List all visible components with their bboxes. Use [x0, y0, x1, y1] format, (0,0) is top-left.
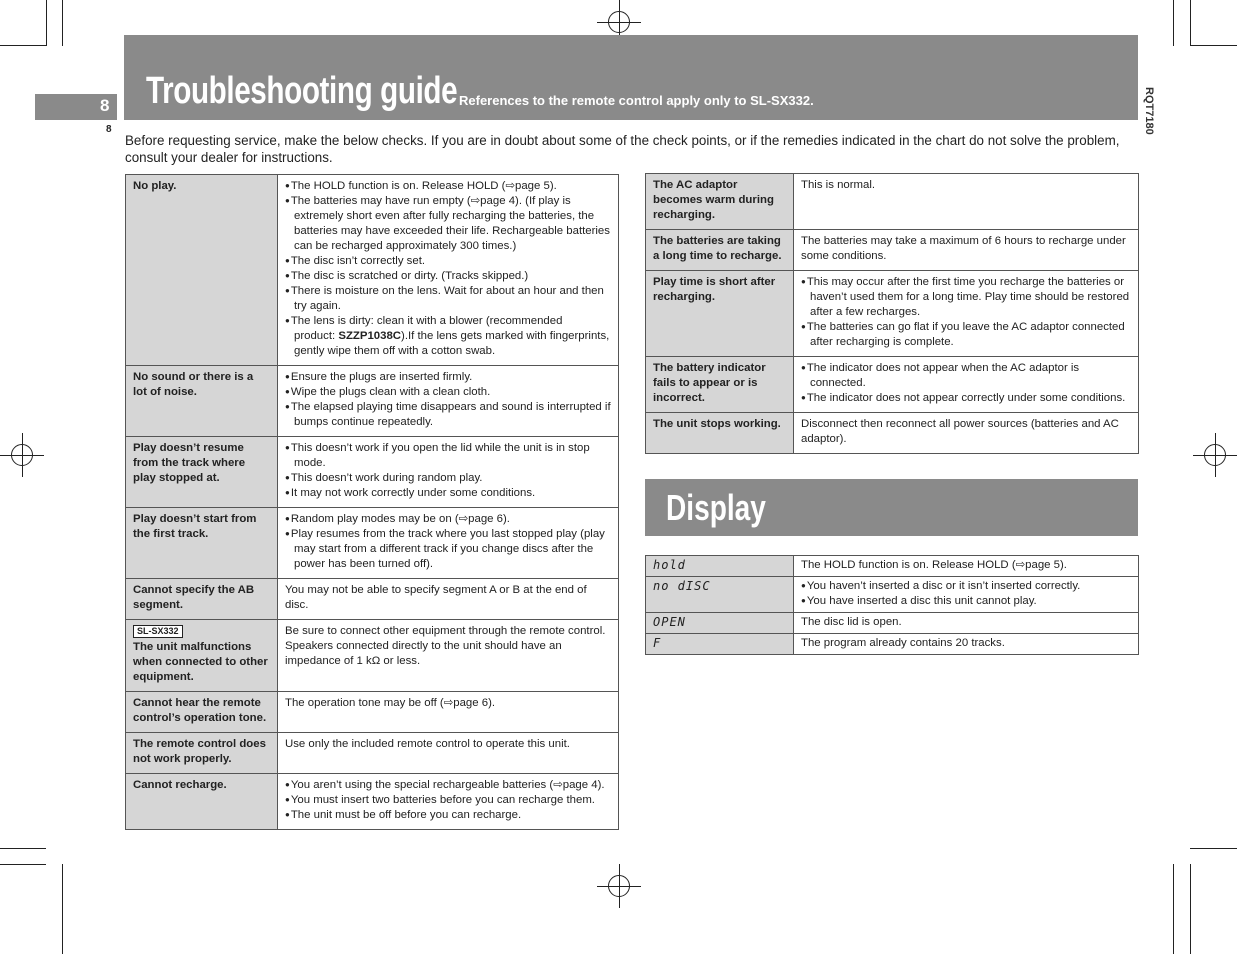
remedy-item: ● The disc isn’t correctly set.: [285, 254, 611, 269]
symptom-cell: Play doesn’t start from the first track.: [126, 508, 278, 579]
remedy-cell: Disconnect then reconnect all power sources (batteries and AC adaptor).: [794, 413, 1139, 454]
table-row: [126, 579, 619, 620]
symptom-cell: The batteries are taking a long time to recharge.: [646, 230, 794, 271]
meaning-cell: The program already contains 20 tracks.: [794, 634, 1139, 655]
crop-mark: [0, 848, 46, 849]
table-row: [646, 174, 1139, 230]
symptom-cell: Cannot recharge.: [126, 774, 278, 830]
registration-mark: [0, 433, 44, 477]
remedy-cell: [794, 357, 1139, 413]
remedy-text: The lens is dirty: clean it with a blower (recommended product:: [290, 315, 563, 342]
meaning-item: ● You have inserted a disc this unit cannot play.: [801, 594, 1131, 609]
symptom-cell: Cannot specify the AB segment.: [126, 579, 278, 620]
crop-mark: [1190, 848, 1237, 849]
symptom-cell: [126, 620, 278, 692]
symptom-text: The unit malfunctions when connected to other equipment.: [133, 641, 268, 683]
table-row: [646, 613, 1139, 634]
remedy-item: ● The unit must be off before you can recharge.: [285, 808, 611, 823]
meaning-item: ● You haven’t inserted a disc or it isn’t inserted correctly.: [801, 579, 1131, 594]
registration-mark: [1193, 433, 1237, 477]
intro-text: Before requesting service, make the below checks. If you are in doubt about some of the check points, or if the remedies indicated in the chart do not solve the problem, consult your dealer for instructions.: [125, 133, 1120, 165]
page-number: 8: [100, 96, 110, 115]
remedy-item: ● Wipe the plugs clean with a clean cloth.: [285, 385, 611, 400]
model-badge: SL-SX332: [133, 625, 183, 638]
symptom-cell: No play.: [126, 175, 278, 366]
remedy-cell: This is normal.: [794, 174, 1139, 230]
remedy-item: ● This doesn’t work during random play.: [285, 471, 611, 486]
remedy-cell: [794, 271, 1139, 357]
remedy-item: ● Random play modes may be on (⇨page 6).: [285, 512, 611, 527]
remedy-item: ● You must insert two batteries before you can recharge them.: [285, 793, 611, 808]
remedy-item: ● This may occur after the first time you recharge the batteries or haven’t used them for a long time. Play time should be restored after a few recharges.: [801, 275, 1131, 320]
remedy-item: ● There is moisture on the lens. Wait for about an hour and then try again.: [285, 284, 611, 314]
table-row: [126, 733, 619, 774]
remedy-cell: Be sure to connect other equipment through the remote control. Speakers connected directly to the unit should have an impedance of 1 kΩ or less.: [278, 620, 619, 692]
remedy-cell: [278, 774, 619, 830]
crop-mark: [1190, 0, 1191, 46]
table-row: [126, 692, 619, 733]
display-section-title: Display: [666, 487, 766, 528]
troubleshooting-table-left: [125, 174, 619, 830]
crop-mark: [1173, 864, 1174, 954]
remedy-item: ● The batteries may have run empty (⇨page 4). (If play is extremely short even after fully recharging the batteries, the batteries may have exceeded their life. Rechargeable batteries can be recharged approximately 300 times.): [285, 194, 611, 254]
meaning-cell: [794, 577, 1139, 613]
symptom-cell: The AC adaptor becomes warm during recharging.: [646, 174, 794, 230]
crop-mark: [62, 0, 63, 46]
table-row: [126, 508, 619, 579]
crop-mark: [1173, 0, 1174, 46]
remedy-cell: [278, 366, 619, 437]
table-row: [126, 774, 619, 830]
remedy-cell: You may not be able to specify segment A or B at the end of disc.: [278, 579, 619, 620]
display-indicator: hold: [646, 556, 794, 577]
remedy-item: ● The elapsed playing time disappears and sound is interrupted if bumps continue repeatedly.: [285, 400, 611, 430]
display-indicator: OPEN: [646, 613, 794, 634]
table-row: [646, 634, 1139, 655]
remedy-cell: The batteries may take a maximum of 6 hours to recharge under some conditions.: [794, 230, 1139, 271]
remedy-item: ● You aren’t using the special rechargeable batteries (⇨page 4).: [285, 778, 611, 793]
meaning-cell: The HOLD function is on. Release HOLD (⇨page 5).: [794, 556, 1139, 577]
remedy-cell: [278, 175, 619, 366]
crop-mark: [1190, 45, 1237, 46]
table-row: [126, 366, 619, 437]
symptom-cell: Play doesn’t resume from the track where play stopped at.: [126, 437, 278, 508]
symptom-cell: No sound or there is a lot of noise.: [126, 366, 278, 437]
crop-mark: [0, 45, 46, 46]
table-row: [646, 556, 1139, 577]
crop-mark: [1190, 864, 1191, 954]
remedy-cell: The operation tone may be off (⇨page 6).: [278, 692, 619, 733]
page-number-small: 8: [106, 124, 112, 135]
symptom-cell: Play time is short after recharging.: [646, 271, 794, 357]
remedy-item: ● Ensure the plugs are inserted firmly.: [285, 370, 611, 385]
display-indicator: no dISC: [646, 577, 794, 613]
crop-mark: [62, 864, 63, 954]
table-row: [646, 357, 1139, 413]
symptom-cell: The battery indicator fails to appear or is incorrect.: [646, 357, 794, 413]
remedy-cell: [278, 508, 619, 579]
table-row: [646, 271, 1139, 357]
remedy-item: ● It may not work correctly under some conditions.: [285, 486, 611, 501]
remedy-item: ● The disc is scratched or dirty. (Tracks skipped.): [285, 269, 611, 284]
remedy-item: ● The HOLD function is on. Release HOLD (⇨page 5).: [285, 179, 611, 194]
symptom-cell: The remote control does not work properly.: [126, 733, 278, 774]
table-row: [646, 413, 1139, 454]
symptom-cell: The unit stops working.: [646, 413, 794, 454]
remedy-text: ).If the lens gets marked with fingerprints, gently wipe them off with a cotton swab.: [294, 330, 610, 357]
page-subtitle: References to the remote control apply only to SL-SX332.: [459, 93, 814, 108]
table-row: [126, 620, 619, 692]
table-row: [646, 577, 1139, 613]
remedy-cell: [278, 437, 619, 508]
table-row: [126, 437, 619, 508]
remedy-item: ● The indicator does not appear correctly under some conditions.: [801, 391, 1131, 406]
display-indicator: F: [646, 634, 794, 655]
remedy-item: ● The batteries can go flat if you leave the AC adaptor connected after recharging is complete.: [801, 320, 1131, 350]
display-table: [645, 555, 1139, 655]
remedy-cell: Use only the included remote control to operate this unit.: [278, 733, 619, 774]
crop-mark: [0, 864, 46, 865]
table-row: [646, 230, 1139, 271]
symptom-cell: Cannot hear the remote control’s operation tone.: [126, 692, 278, 733]
table-row: [126, 175, 619, 366]
remedy-item: ● Play resumes from the track where you last stopped play (play may start from a different track if you change discs after the power has been turned off).: [285, 527, 611, 572]
remedy-item: ● The indicator does not appear when the AC adaptor is connected.: [801, 361, 1131, 391]
registration-mark: [597, 864, 641, 908]
product-code: SZZP1038C: [338, 330, 402, 342]
meaning-cell: The disc lid is open.: [794, 613, 1139, 634]
remedy-item: ● This doesn’t work if you open the lid while the unit is in stop mode.: [285, 441, 611, 471]
document-code: RQT7180: [1143, 87, 1155, 135]
troubleshooting-table-right: [645, 173, 1139, 454]
crop-mark: [46, 0, 47, 46]
remedy-item: [285, 314, 611, 359]
page-title: Troubleshooting guide: [146, 70, 458, 112]
